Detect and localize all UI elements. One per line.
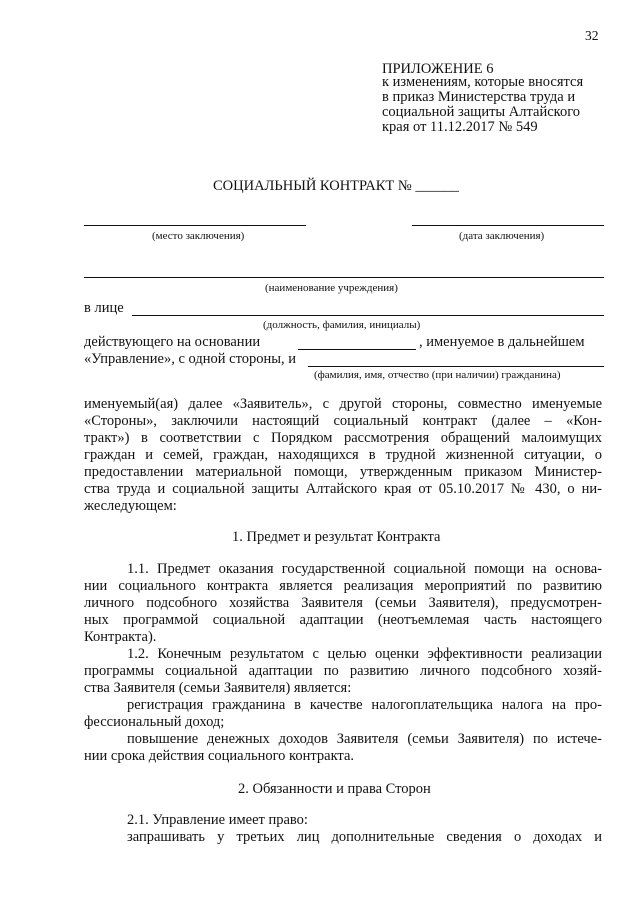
appendix-line: к изменениям, которые вносятся <box>382 74 584 90</box>
text-line: Контракта). <box>84 629 157 645</box>
acting-basis-text: действующего на основании <box>84 334 261 350</box>
position-caption: (должность, фамилия, инициалы) <box>263 319 421 331</box>
intro-line: предоставлении материальной помощи, утвержденным приказом Министер- <box>84 464 602 480</box>
text-line: повышение денежных доходов Заявителя (семьи Заявителя) по истече- <box>127 731 602 747</box>
position-line <box>132 315 604 316</box>
citizen-caption: (фамилия, имя, отчество (при наличии) гражданина) <box>314 369 561 381</box>
page-number: 32 <box>585 28 599 43</box>
text-line: личного подсобного хозяйства Заявителя (семьи Заявителя), предусмотрен- <box>84 595 602 611</box>
text-line: 2.1. Управление имеет право: <box>127 812 308 828</box>
contract-title: СОЦИАЛЬНЫЙ КОНТРАКТ № ______ <box>213 178 459 194</box>
text-line: программы социальной адаптации по развитию личного подсобного хозяй- <box>84 663 602 679</box>
in-person-label: в лице <box>84 300 124 316</box>
text-line: регистрация гражданина в качестве налогоплательщика налога на про- <box>127 697 602 713</box>
text-line: запрашивать у третьих лиц дополнительные сведения о доходах и <box>127 829 602 845</box>
date-caption: (дата заключения) <box>459 230 545 242</box>
place-caption: (место заключения) <box>152 230 245 242</box>
institution-line <box>84 277 604 278</box>
text-line: фессиональный доход; <box>84 714 225 730</box>
date-line <box>412 225 604 226</box>
intro-line: жеследующем: <box>84 498 177 514</box>
text-line: ных программой социальной адаптации (неотъемлемая часть настоящего <box>84 612 602 628</box>
text-line: 1.2. Конечным результатом с целью оценки эффективности реализации <box>127 646 602 662</box>
section-heading: 1. Предмет и результат Контракта <box>232 529 441 545</box>
appendix-line: края от 11.12.2017 № 549 <box>382 119 538 135</box>
acting-basis-suffix: , именуемое в дальнейшем <box>419 334 585 350</box>
appendix-title: ПРИЛОЖЕНИЕ 6 <box>382 61 494 77</box>
intro-line: граждан и семей, граждан, находящихся в трудной жизненной ситуации, о <box>84 447 602 463</box>
text-line: ства Заявителя (семьи Заявителя) является: <box>84 680 352 696</box>
text-line: нии социального контракта является реализация мероприятий по развитию <box>84 578 602 594</box>
institution-caption: (наименование учреждения) <box>265 282 398 294</box>
management-text: «Управление», с одной стороны, и <box>84 351 296 367</box>
basis-line <box>298 349 416 350</box>
section-heading: 2. Обязанности и права Сторон <box>238 781 431 797</box>
citizen-line <box>308 366 604 367</box>
text-line: нии срока действия социального контракта. <box>84 748 355 764</box>
intro-line: тракт») в соответствии с Порядком рассмотрения обращений малоимущих <box>84 430 602 446</box>
intro-line: «Стороны», заключили настоящий социальный контракт (далее – «Кон- <box>84 413 602 429</box>
intro-line: ства труда и социальной защиты Алтайского края от 05.10.2017 № 430, о ни- <box>84 481 602 497</box>
intro-line: именуемый(ая) далее «Заявитель», с другой стороны, совместно именуемые <box>84 396 602 412</box>
place-line <box>84 225 306 226</box>
appendix-line: в приказ Министерства труда и <box>382 89 576 105</box>
appendix-line: социальной защиты Алтайского <box>382 104 581 120</box>
text-line: 1.1. Предмет оказания государственной социальной помощи на основа- <box>127 561 602 577</box>
